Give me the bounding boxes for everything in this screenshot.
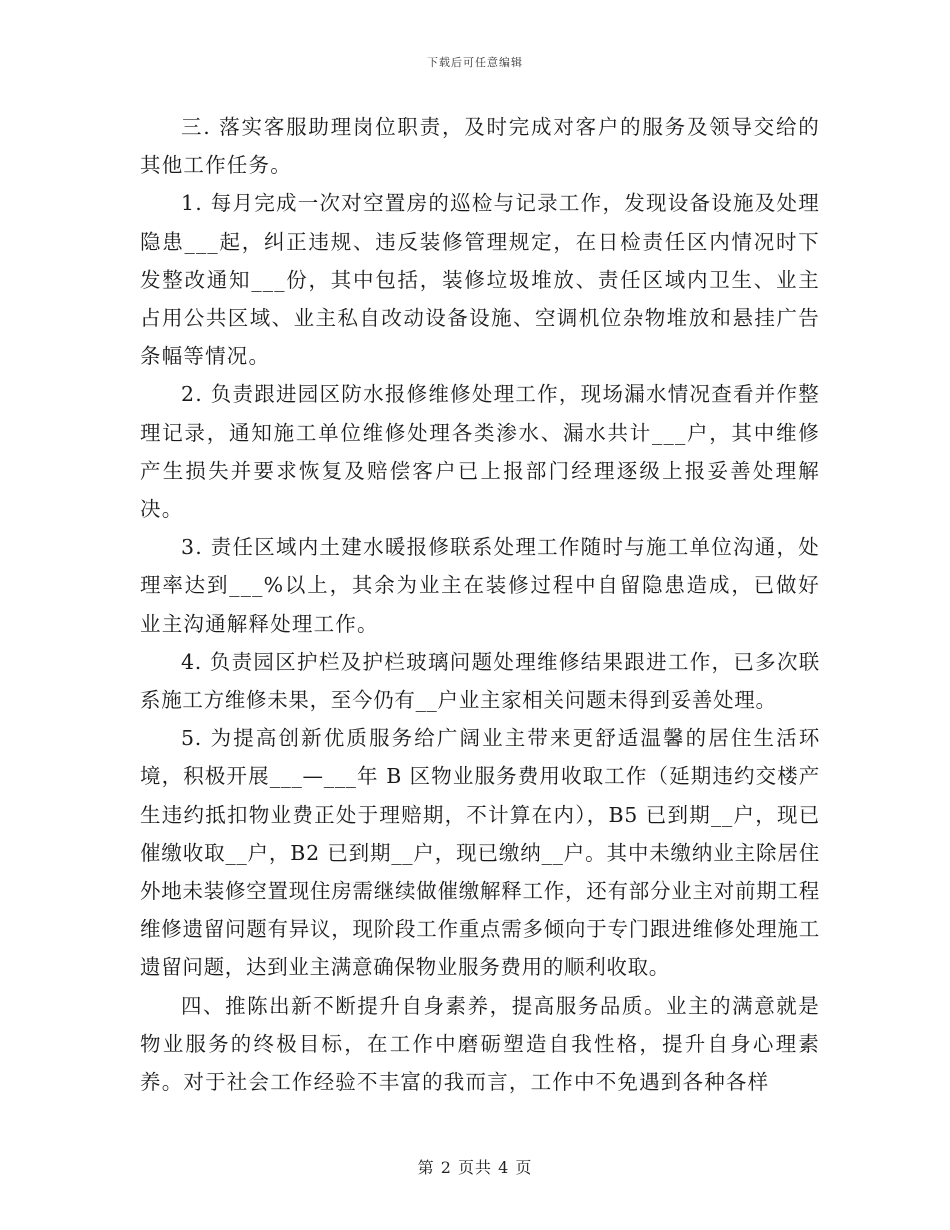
document-body [140, 108, 820, 1101]
paragraph-item-4: 4. 负责园区护栏及护栏玻璃问题处理维修结果跟进工作，已多次联系施工方维修未果，至今仍有__户业主家相关问题未得到妥善处理。 [140, 649, 820, 713]
paragraph-item-2: 2. 负责跟进园区防水报修维修处理工作，现场漏水情况查看并作整理记录，通知施工单位维修处理各类渗水、漏水共计___户，其中维修产生损失并要求恢复及赔偿客户已上报部门经理逐级上报妥善处理解决。 [140, 382, 820, 522]
page-header: 下载后可任意编辑 [427, 56, 523, 69]
paragraph-item-3: 3. 责任区域内土建水暖报修联系处理工作随时与施工单位沟通，处理率达到___%以上，其余为业主在装修过程中自留隐患造成，已做好业主沟通解释处理工作。 [140, 535, 820, 636]
paragraph-section-four: 四、推陈出新不断提升自身素养，提高服务品质。业主的满意就是物业服务的终极目标，在工作中磨砺塑造自我性格，提升自身心理素养。对于社会工作经验不丰富的我而言，工作中不免遇到各种各样 [140, 993, 820, 1095]
paragraph-item-1: 1. 每月完成一次对空置房的巡检与记录工作，发现设备设施及处理隐患___起，纠正违规、违反装修管理规定，在日检责任区内情况时下发整改通知___份，其中包括，装修垃圾堆放、责任区域内卫生、业主占用公共区域、业主私自改动设备设施、空调机位杂物堆放和悬挂广告条幅等情况。 [140, 191, 820, 369]
paragraph-item-5: 5. 为提高创新优质服务给广阔业主带来更舒适温馨的居住生活环境，积极开展___—___年 B 区物业服务费用收取工作（延期违约交楼产生违约抵扣物业费正处于理赔期，不计算在内），B5 已到期__户，现已催缴收取__户，B2 已到期__户，现已缴纳__户。其中未缴纳业主除居住外地未装修空置现住房需继续做催缴解释工作，还有部分业主对前期工程维修遗留问题有异议，现阶段工作重点需多倾向于专门跟进维修处理施工遗留问题，达到业主满意确保物业服务费用的顺利收取。 [140, 726, 820, 980]
paragraph-section-three: 三. 落实客服助理岗位职责，及时完成对客户的服务及领导交给的其他工作任务。 [140, 115, 820, 178]
page-footer: 第 2 页共 4 页 [417, 1158, 533, 1177]
